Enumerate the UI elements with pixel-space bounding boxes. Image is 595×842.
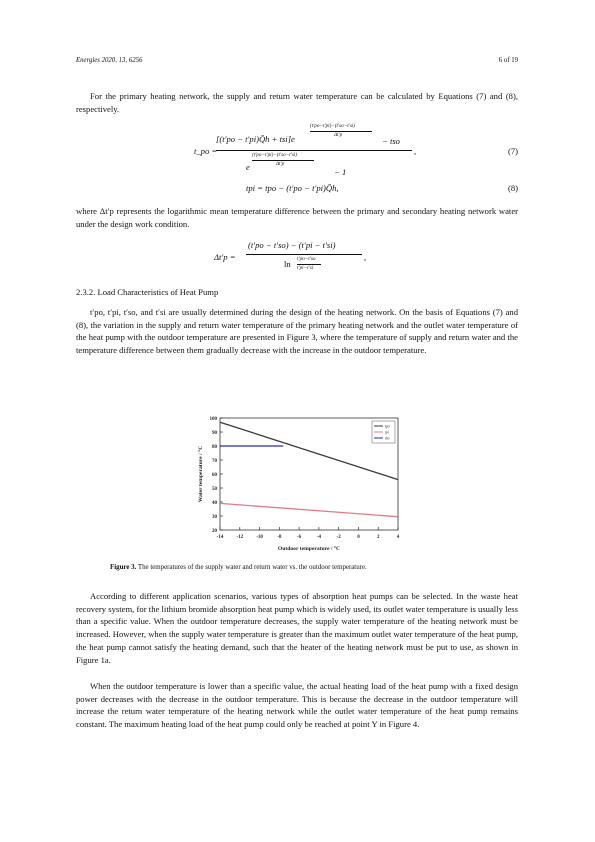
- paragraph-3: t′po, t′pi, t′so, and t′si are usually determined during the design of the heating network. On the basis of Equations (7) and (8), the variation in the supply and return water temperature of the primary heating network and the outlet water temperature of the heat pump with the outdoor temperature are presented in Figure 3, where the temperature of supply and return water and the temperature difference between them gradually decrease with the increase in the outdoor temperature.: [76, 307, 518, 356]
- eq7-lhs: t_po =: [194, 146, 218, 156]
- lmtd-ln: ln: [284, 259, 291, 269]
- legend-label-tpi: tpi: [385, 430, 389, 435]
- eq7-den-tail: − 1: [334, 167, 347, 177]
- section-heading: 2.3.2. Load Characteristics of Heat Pump: [76, 287, 219, 297]
- equation-lmtd: [76, 238, 518, 274]
- lmtd-den-bot: t′pi−t′si: [297, 265, 314, 271]
- paragraph-5: When the outdoor temperature is lower than a specific value, the actual heating load of the heat pump with a fixed design power decreases with the decrease in the outdoor temperature. This is because the decrease in the outdoor temperature will increase the return water temperature of the heating network while the outlet water temperature of the heat pump remains constant. The maximum heating load of the heat pump could only be reached at point Y in Figure 4.: [76, 681, 518, 730]
- eq7-number: (7): [507, 146, 518, 156]
- legend-label-tho: tho: [385, 436, 390, 441]
- figure-3-chart: [190, 412, 412, 560]
- eq8-body: tpi = tpo − (t′po − t′pi)Q̄h,: [246, 183, 339, 193]
- lmtd-bar: [246, 254, 362, 255]
- y-tick-label: 80: [212, 444, 217, 450]
- eq8-number: (8): [507, 183, 518, 193]
- caption-text: The temperatures of the supply water and return water vs. the outdoor temperature.: [136, 564, 367, 571]
- eq7-den-exp-top: (t′po−t′pi)−(t′so−t′si): [252, 152, 298, 158]
- x-tick-label: 0: [357, 535, 360, 540]
- legend-label-tpo: tpo: [385, 424, 390, 429]
- y-tick-label: 40: [212, 500, 217, 506]
- x-tick-label: -2: [336, 535, 341, 540]
- equation-7: [76, 122, 518, 184]
- x-tick-label: 4: [396, 535, 400, 540]
- y-tick-label: 50: [212, 486, 217, 492]
- x-tick-label: -14: [216, 535, 224, 540]
- x-tick-label: -4: [316, 535, 321, 540]
- eq7-comma: ,: [414, 146, 417, 156]
- y-tick-label: 100: [209, 416, 217, 422]
- x-axis-label: Outdoor temperature / °C: [277, 546, 341, 552]
- paragraph-1: For the primary heating network, the supply and return water temperature can be calculated by Equations (7) and (8), respectively.: [76, 91, 518, 114]
- series-line-tpi: [220, 503, 398, 516]
- eq7-main-bar: [216, 150, 412, 151]
- caption-label: Figure 3.: [110, 564, 137, 571]
- eq7-den-exp-bot: Δt′p: [276, 161, 285, 167]
- lmtd-numerator: (t′po − t′so) − (t′pi − t′si): [248, 240, 336, 250]
- figure-caption: [110, 564, 367, 571]
- x-tick-label: -10: [256, 535, 263, 540]
- x-tick-label: 2: [376, 535, 380, 540]
- x-tick-label: -8: [277, 535, 282, 540]
- y-axis-label: Water temperature / °C: [198, 445, 204, 503]
- y-tick-label: 60: [212, 472, 217, 478]
- eq7-num-exp-bot: Δt′p: [334, 132, 343, 138]
- eq7-num-exp-top: (t′po−t′pi)−(t′so−t′si): [310, 123, 356, 129]
- y-tick-label: 70: [212, 458, 217, 464]
- eq7-num-main: [(t′po − t′pi)Q̄h + tsi]e: [216, 134, 295, 144]
- y-tick-label: 30: [212, 514, 217, 520]
- paragraph-2: where Δt′p represents the logarithmic mean temperature difference between the primary and secondary heating network water under the design work condition.: [76, 206, 518, 229]
- series-line-tpo: [220, 422, 398, 479]
- lmtd-lhs: Δt′p =: [214, 252, 236, 262]
- journal-header: Energies 2020, 13, 6256: [76, 57, 143, 64]
- x-tick-label: -12: [236, 535, 244, 540]
- paragraph-4: According to different application scenarios, various types of absorption heat pumps can be selected. In the waste heat recovery system, for the lithium bromide absorption heat pump which is widely used, its outlet water temperature is usually less than a specific value. When the outdoor temperature decreases, the supply water temperature of the heating network must be increased. However, when the supply water temperature is greater than the maximum outlet water temperature of the heat pump, the heat pump cannot satisfy the heating demand, such that the heater of the heating network must be put to use, as shown in Figure 1a.: [76, 591, 518, 665]
- y-tick-label: 20: [212, 528, 217, 534]
- page-number: 6 of 19: [498, 57, 518, 64]
- lmtd-comma: ,: [364, 252, 367, 262]
- plot-frame: [220, 418, 398, 530]
- x-tick-label: -6: [297, 535, 302, 540]
- y-tick-label: 90: [212, 430, 217, 436]
- eq7-num-tail: − tso: [382, 136, 400, 146]
- eq7-den-base: e: [246, 162, 250, 172]
- lmtd-den-top: t′po−t′so: [297, 256, 316, 262]
